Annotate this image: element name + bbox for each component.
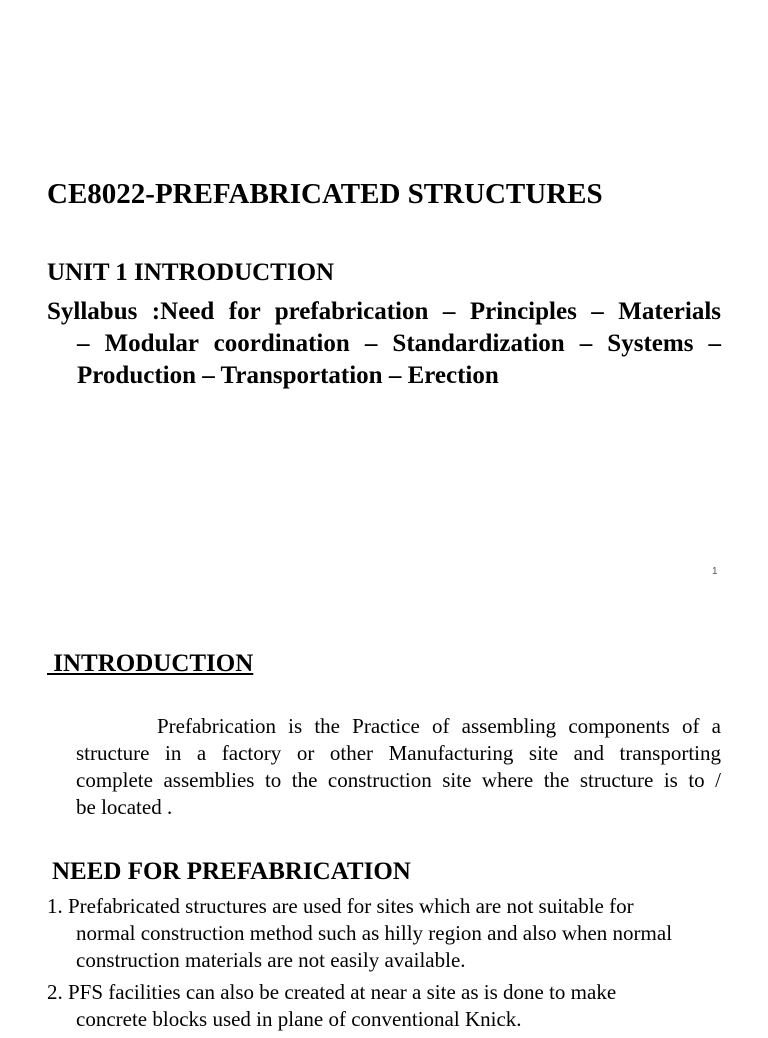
introduction-heading: INTRODUCTION [47,650,254,677]
need-list [47,893,721,1038]
list-item-line: construction materials are not easily available. [76,948,466,972]
syllabus-line: Production – Transportation – Erection [77,362,499,389]
paragraph-line: structure in a factory or other Manufacturing site and transporting [76,741,721,765]
paragraph-line: Prefabrication is the Practice of assembling components of a [157,714,721,738]
list-item-line: 2. PFS facilities can also be created at near a site as is done to make [47,980,617,1004]
page-number: 1 [712,566,718,577]
list-item-line: 1. Prefabricated structures are used for sites which are not suitable for [47,894,634,918]
list-item [47,979,721,1033]
syllabus-paragraph [47,296,721,392]
list-item-line: concrete blocks used in plane of conventional Knick. [76,1007,522,1031]
paragraph-line: be located . [76,795,173,819]
document-title: CE8022-PREFABRICATED STRUCTURES [47,178,603,210]
list-item [47,893,721,974]
syllabus-line: – Modular coordination – Standardization – Systems – [77,330,721,357]
paragraph-line: complete assemblies to the construction site where the structure is to / [76,768,721,792]
introduction-paragraph [76,713,721,821]
unit-heading: UNIT 1 INTRODUCTION [47,259,335,286]
list-item-line: normal construction method such as hilly region and also when normal [76,921,673,945]
syllabus-line: Syllabus :Need for prefabrication – Principles – Materials [47,298,721,325]
need-heading: NEED FOR PREFABRICATION [52,858,411,885]
